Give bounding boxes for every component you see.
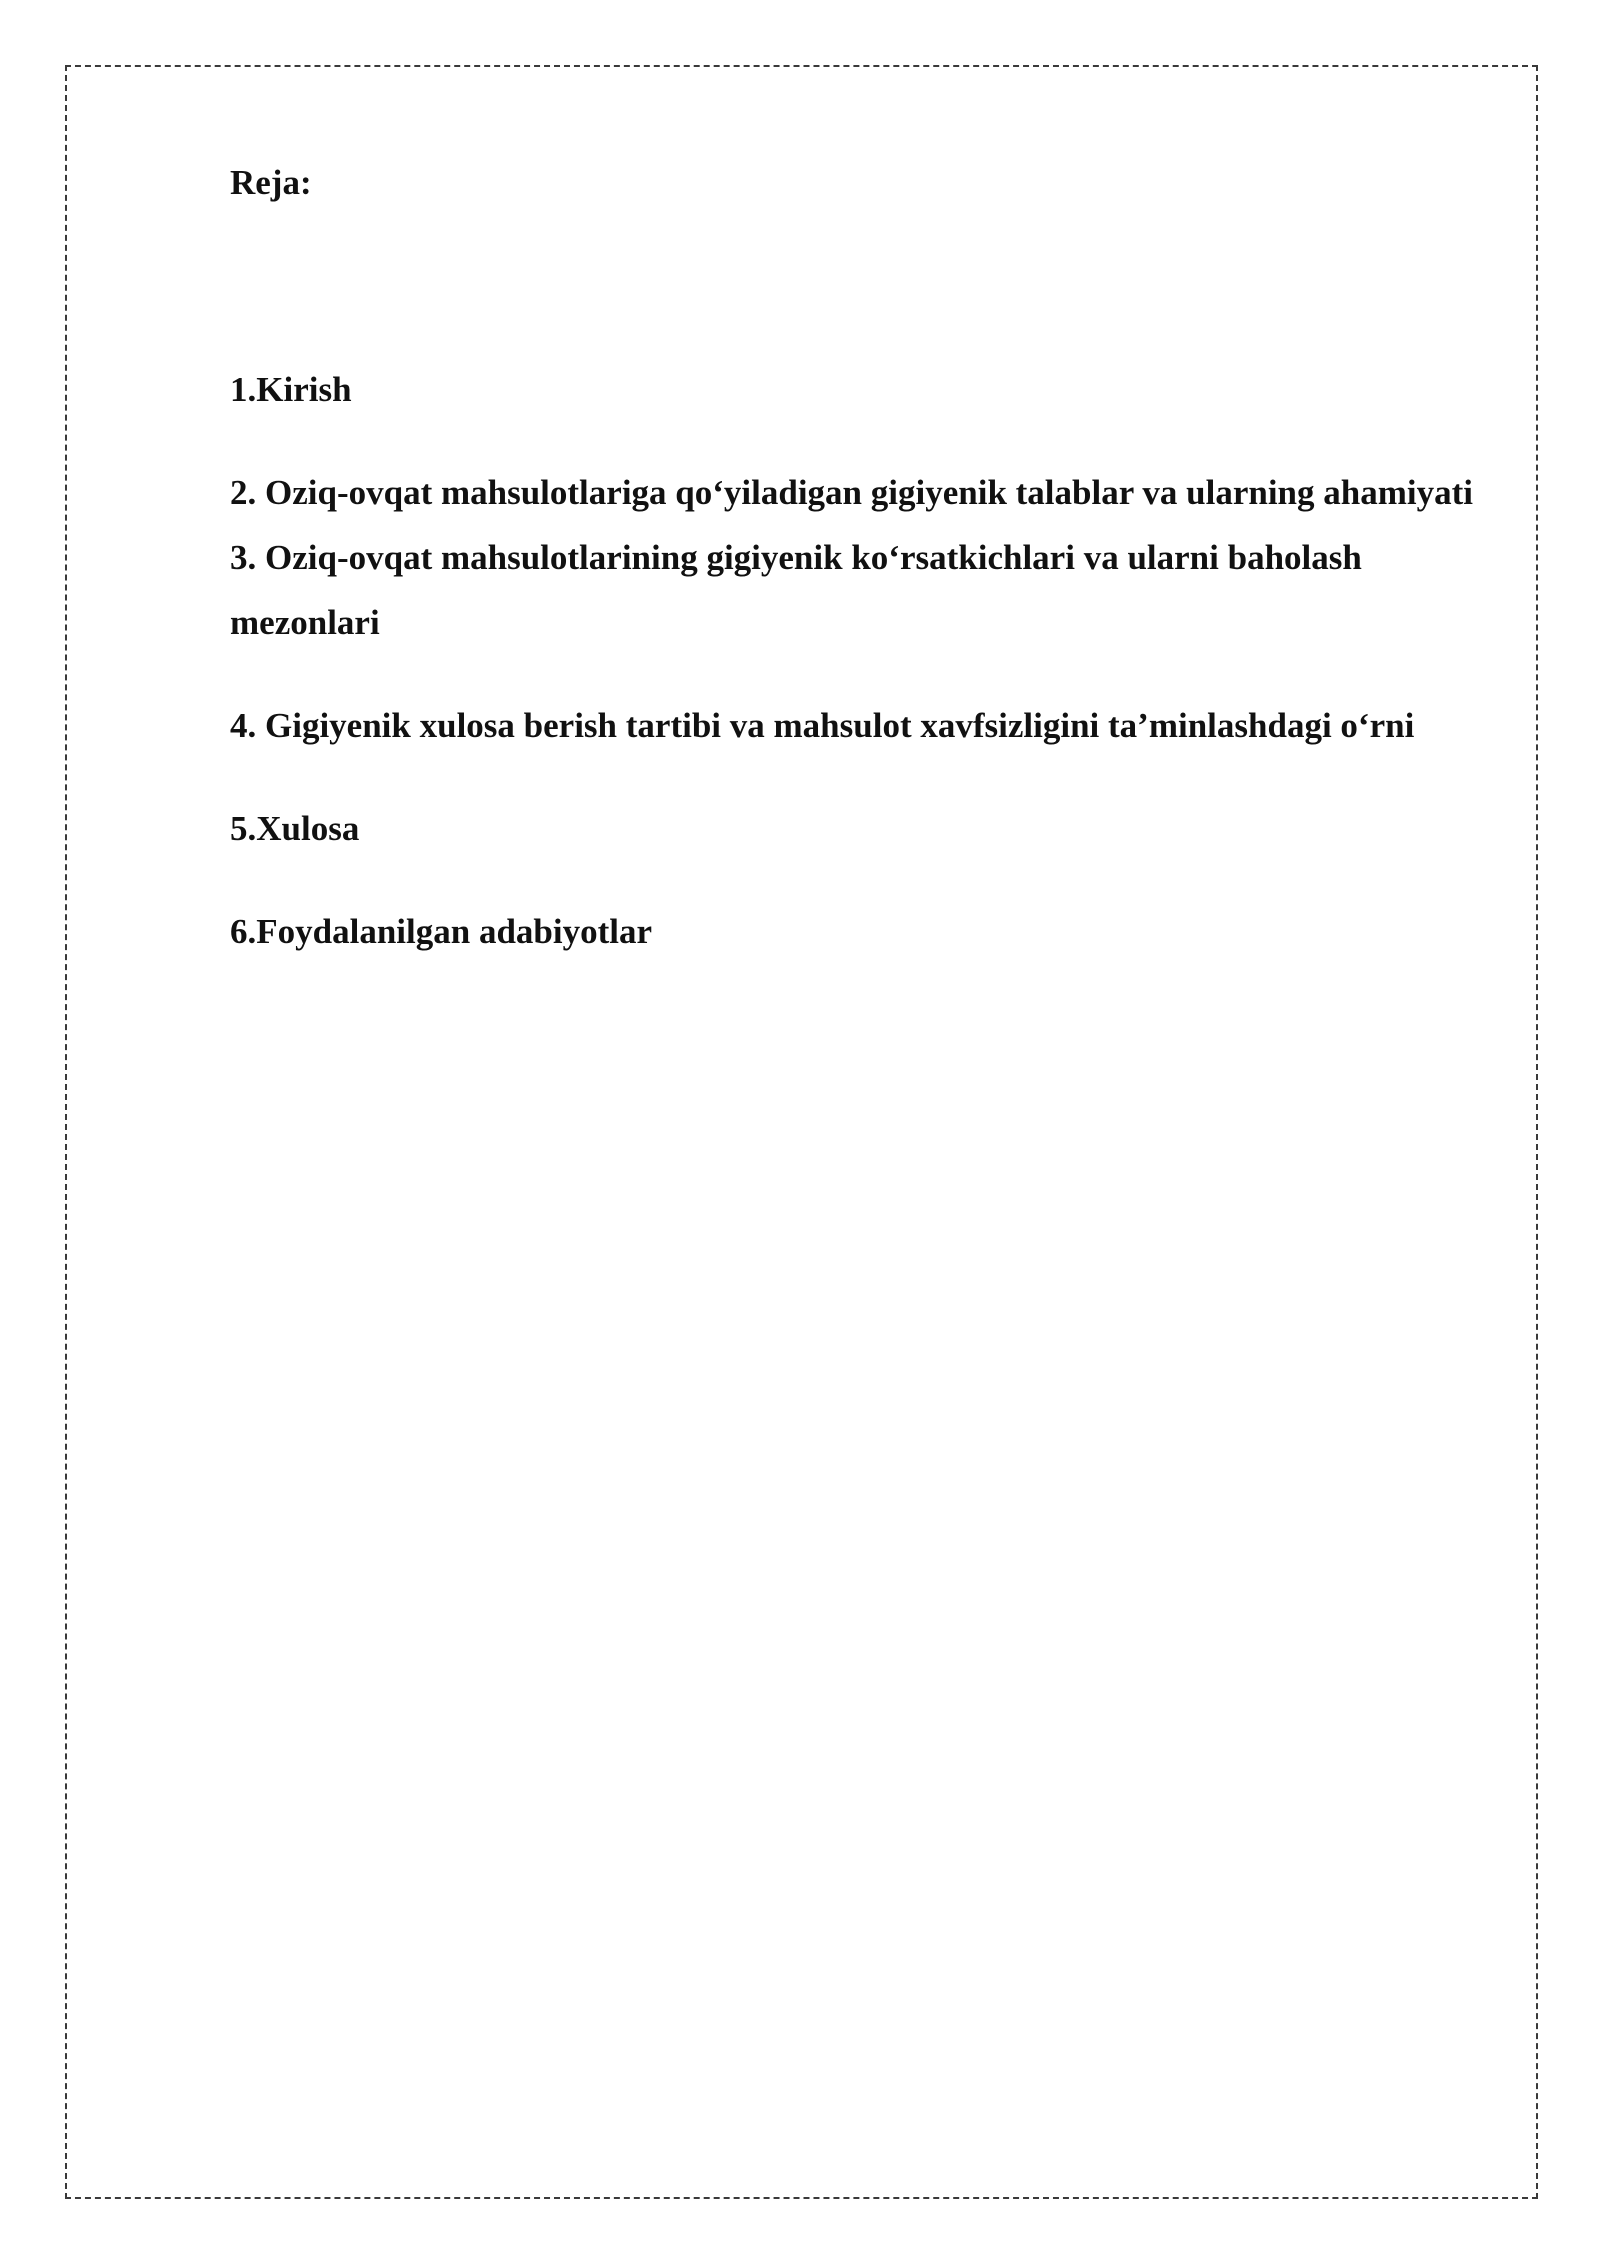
plan-list bbox=[230, 357, 1490, 964]
plan-item-summary: 5.Xulosa bbox=[230, 809, 360, 848]
plan-item-indicators: 3. Oziq-ovqat mahsulotlarining gigiyenik ko‘rsatkichlari va ularni baholash mezonlari bbox=[230, 538, 1362, 642]
plan-item-requirements: 2. Oziq-ovqat mahsulotlariga qo‘yiladigan gigiyenik talablar va ularning ahamiyati bbox=[230, 473, 1473, 512]
document-body bbox=[230, 150, 1490, 964]
plan-title: Reja: bbox=[230, 163, 312, 202]
plan-item-references: 6.Foydalanilgan adabiyotlar bbox=[230, 912, 653, 951]
plan-item-introduction: 1.Kirish bbox=[230, 370, 352, 409]
plan-item-conclusion-procedure: 4. Gigiyenik xulosa berish tartibi va mahsulot xavfsizligini ta’minlashdagi o‘rni bbox=[230, 706, 1415, 745]
